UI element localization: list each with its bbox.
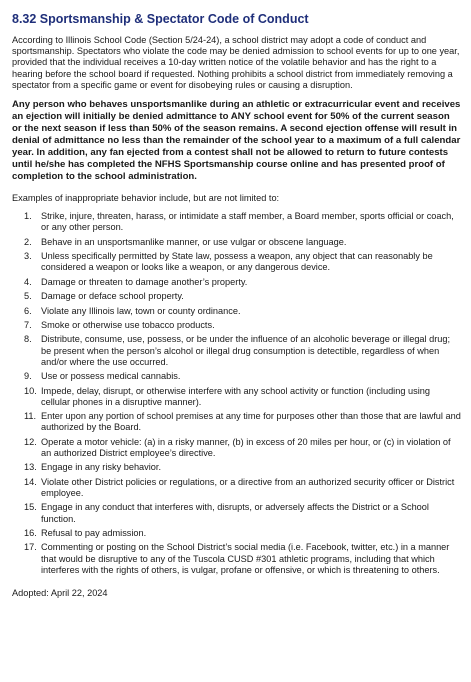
list-item-number: 14. xyxy=(24,476,37,487)
list-item-text: Commenting or posting on the School District’s social media (i.e. Facebook, twitter, etc.) in a manner that would be disruptive to any of the Tuscola CUSD #301 athletic programs, including that which interferes with the rights of others, is vulgar, profane or offensive, or which is threatening to others. xyxy=(41,542,450,575)
list-item-text: Impede, delay, disrupt, or otherwise interfere with any school activity or function (including using cellular phones in a disruptive manner). xyxy=(41,385,430,407)
list-item-number: 1. xyxy=(24,211,32,222)
list-item xyxy=(24,528,461,539)
list-item xyxy=(24,462,461,473)
list-item-number: 10. xyxy=(24,385,37,396)
list-item-text: Enter upon any portion of school premises at any time for purposes other than those that are lawful and authorized by the Board. xyxy=(41,411,461,433)
list-item xyxy=(24,334,461,368)
list-item-text: Distribute, consume, use, possess, or be under the influence of an alcoholic beverage or illegal drug; be present when the person’s alcohol or illegal drug consumption is detectible, regardless of when and/or where the use occurred. xyxy=(41,334,451,367)
list-item-number: 12. xyxy=(24,436,37,447)
policy-document xyxy=(12,12,461,599)
list-item xyxy=(24,291,461,302)
list-item-text: Engage in any conduct that interferes with, disrupts, or adversely affects the District or a School function. xyxy=(41,502,429,524)
list-item-number: 5. xyxy=(24,291,32,302)
document-title: 8.32 Sportsmanship & Spectator Code of Conduct xyxy=(12,12,309,26)
list-item xyxy=(24,251,461,273)
list-item-number: 8. xyxy=(24,334,32,345)
examples-label: Examples of inappropriate behavior include, but are not limited to: xyxy=(12,193,280,204)
list-item xyxy=(24,542,461,576)
list-item-text: Unless specifically permitted by State law, possess a weapon, any object that can reasonably be considered a weapon or looks like a weapon, or any dangerous device. xyxy=(41,251,433,273)
list-item xyxy=(24,320,461,331)
list-item-number: 16. xyxy=(24,527,37,538)
list-item-text: Operate a motor vehicle: (a) in a risky manner, (b) in excess of 20 miles per hour, or (c) in violation of an authorized District employee’s directive. xyxy=(41,436,451,458)
list-item-text: Engage in any risky behavior. xyxy=(41,462,162,473)
list-item xyxy=(24,211,461,233)
adopted-date: Adopted: April 22, 2024 xyxy=(12,587,108,598)
list-item-number: 11. xyxy=(24,411,37,422)
list-item-text: Refusal to pay admission. xyxy=(41,527,147,538)
list-item-number: 4. xyxy=(24,276,32,287)
list-item-text: Violate any Illinois law, town or county ordinance. xyxy=(41,305,241,316)
list-item-number: 13. xyxy=(24,462,37,473)
list-item-text: Smoke or otherwise use tobacco products. xyxy=(41,319,215,330)
list-item xyxy=(24,477,461,499)
list-item xyxy=(24,277,461,288)
behavior-list xyxy=(12,211,461,576)
list-item xyxy=(24,386,461,408)
list-item-number: 9. xyxy=(24,371,32,382)
list-item-text: Behave in an unsportsmanlike manner, or use vulgar or obscene language. xyxy=(41,236,347,247)
list-item-text: Damage or threaten to damage another’s property. xyxy=(41,276,248,287)
list-item-number: 3. xyxy=(24,251,32,262)
intro-paragraph: According to Illinois School Code (Section 5/24-24), a school district may adopt a code of conduct and sportsmanship. Spectators who violate the code may be denied admission to school events for up to one year, provided that the individual receives a 10-day written notice of the volatile behavior and has the right to a hearing before the school board if requested. Nothing prohibits a school district from immediately removing a spectator from a specific game or event for disobeying rules or causing a disruption. xyxy=(12,35,460,90)
list-item-text: Strike, injure, threaten, harass, or intimidate a staff member, a Board member, sports official or coach, or any other person. xyxy=(41,211,454,233)
list-item xyxy=(24,411,461,433)
list-item-number: 6. xyxy=(24,305,32,316)
list-item-text: Use or possess medical cannabis. xyxy=(41,371,181,382)
ejection-policy-paragraph: Any person who behaves unsportsmanlike during an athletic or extracurricular event and receives an ejection will initially be denied admittance to ANY school event for 50% of the current season or the next season if less than 50% of the season remains. A second ejection offense will result in denial of admittance no less than the remainder of the school year to a maximum of a full calendar year. In addition, any fan ejected from a contest shall not be allowed to return to future contests until he/she has completed the NFHS Sportsmanship course online and has presented proof of completion to the school administration. xyxy=(12,99,461,183)
list-item-number: 17. xyxy=(24,542,37,553)
list-item xyxy=(24,437,461,459)
list-item-text: Violate other District policies or regulations, or a directive from an authorized security officer or District employee. xyxy=(41,476,455,498)
list-item xyxy=(24,502,461,524)
list-item xyxy=(24,306,461,317)
list-item-text: Damage or deface school property. xyxy=(41,291,184,302)
list-item-number: 15. xyxy=(24,502,37,513)
list-item-number: 2. xyxy=(24,236,32,247)
list-item xyxy=(24,371,461,382)
list-item-number: 7. xyxy=(24,319,32,330)
list-item xyxy=(24,237,461,248)
